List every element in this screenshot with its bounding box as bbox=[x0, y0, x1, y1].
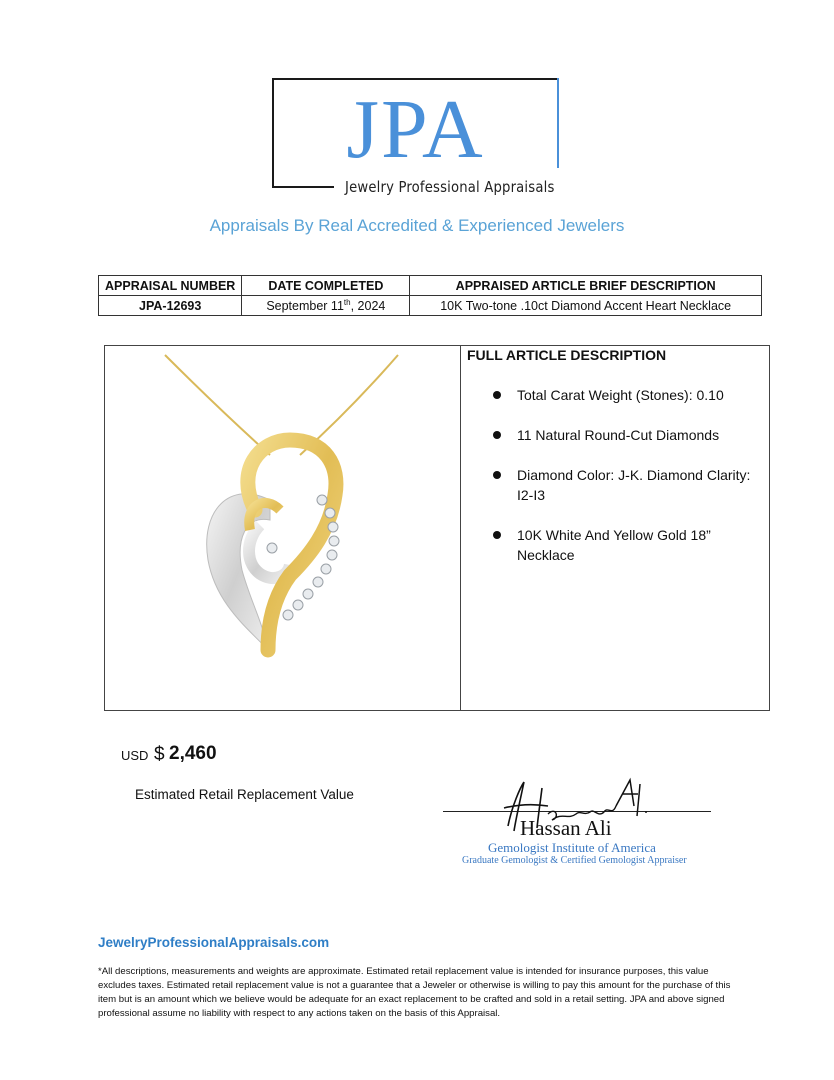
logo-frame-bottom bbox=[272, 186, 334, 188]
date-completed bbox=[242, 296, 410, 316]
logo-frame-top bbox=[272, 78, 559, 80]
article-box-divider bbox=[460, 345, 461, 710]
heart-pendant-image bbox=[150, 350, 450, 705]
list-item-text: Diamond Color: J-K. Diamond Clarity: I2-I3 bbox=[517, 467, 751, 503]
appraiser-credentials: Graduate Gemologist & Certified Gemologist Appraiser bbox=[462, 855, 687, 866]
chain-left bbox=[165, 355, 270, 455]
date-day: September 11 bbox=[266, 299, 344, 314]
replacement-value-label: Estimated Retail Replacement Value bbox=[135, 787, 354, 802]
bullet-icon bbox=[493, 471, 501, 479]
bullet-icon bbox=[493, 531, 501, 539]
logo-company-name: Jewelry Professional Appraisals bbox=[345, 178, 555, 196]
table-header-row bbox=[99, 276, 762, 296]
bullet-icon bbox=[493, 391, 501, 399]
full-description-title: FULL ARTICLE DESCRIPTION bbox=[467, 347, 667, 363]
list-item-text: 10K White And Yellow Gold 18” Necklace bbox=[517, 527, 711, 563]
tagline: Appraisals By Real Accredited & Experienced Jewelers bbox=[209, 216, 625, 235]
bullet-icon bbox=[493, 431, 501, 439]
header-date-completed: DATE COMPLETED bbox=[242, 276, 410, 296]
header-appraisal-number: APPRAISAL NUMBER bbox=[99, 276, 242, 296]
disclaimer-text: *All descriptions, measurements and weights are approximate. Estimated retail replacement value is intended for insurance purposes, this value excludes taxes. Estimated retail replacement value is not a guarantee that a Jeweler or otherwise is willing to pay this amount for the purchase of this item but is an amount which we believe would be adequate for an exact replacement to be crafted and sold in a retail setting. JPA and above signed professional assume no liability with respect to any actions taken on the basis of this Appraisal. bbox=[98, 966, 731, 1019]
logo-frame-right bbox=[557, 78, 559, 168]
list-item bbox=[490, 385, 760, 405]
appraiser-institute: Gemologist Institute of America bbox=[488, 840, 656, 855]
list-item-text: 11 Natural Round-Cut Diamonds bbox=[517, 427, 720, 443]
logo-mark: JPA bbox=[346, 83, 485, 176]
list-item bbox=[490, 465, 760, 505]
currency-symbol: $ bbox=[154, 744, 165, 765]
appraisal-summary-table bbox=[98, 275, 762, 316]
replacement-value: 2,460 bbox=[169, 743, 217, 764]
appraisal-number: JPA-12693 bbox=[99, 296, 242, 316]
full-description-list bbox=[490, 385, 760, 585]
header-brief-description: APPRAISED ARTICLE BRIEF DESCRIPTION bbox=[410, 276, 762, 296]
brief-description: 10K Two-tone .10ct Diamond Accent Heart Necklace bbox=[410, 296, 762, 316]
list-item bbox=[490, 425, 760, 445]
date-year: , 2024 bbox=[350, 299, 386, 314]
list-item-text: Total Carat Weight (Stones): 0.10 bbox=[517, 387, 724, 403]
website-link[interactable]: JewelryProfessionalAppraisals.com bbox=[98, 935, 330, 950]
currency-code: USD bbox=[121, 748, 149, 763]
list-item bbox=[490, 525, 760, 565]
date-ordinal: th bbox=[343, 297, 351, 307]
table-row bbox=[99, 296, 762, 316]
appraiser-name: Hassan Ali bbox=[520, 816, 612, 840]
